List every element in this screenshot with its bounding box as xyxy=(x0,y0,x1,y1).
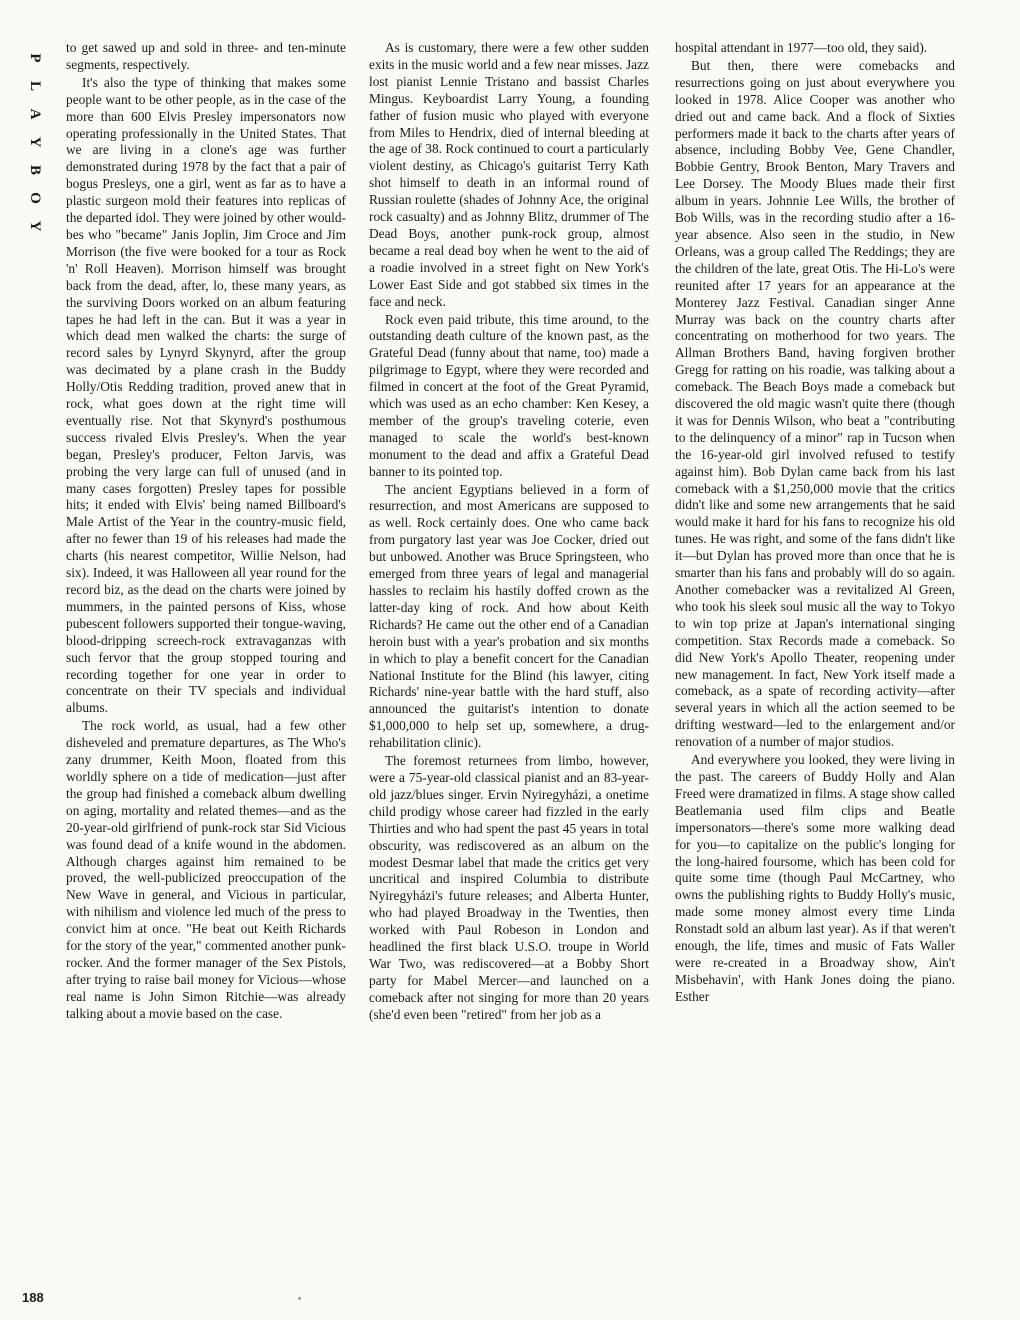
sidebar-letter: P xyxy=(27,53,43,63)
paragraph: The rock world, as usual, had a few other disheveled and premature departures, as The Who's zany drummer, Keith Moon, floated from this worldly sphere on a tide of medication—just after the group had finished a comeback album dwelling on aging, mortality and related themes—and as the 20-year-old girlfriend of punk-rock star Sid Vicious was found dead of a knife wound in the abdomen. Although charges against him remained to be proved, the well-publicized preoccupation of the New Wave in general, and Vicious in particular, with nihilism and violence led much of the press to convict him at once. "He beat out Keith Richards for the story of the year," commented another punk-rocker. And the former manager of the Sex Pistols, after trying to raise bail money for Vicious—whose real name is John Simon Ritchie—was already talking about a movie based on the case. xyxy=(66,718,346,1021)
paragraph: As is customary, there were a few other sudden exits in the music world and a few near misses. Jazz lost pianist Lennie Tristano and bassist Charles Mingus. Keyboardist Larry Young, a founding father of fusion music who played with everyone from Miles to Hendrix, died of internal bleeding at the age of 38. Rock continued to court a particularly violent destiny, as Chicago's guitarist Terry Kath shot himself to death in an informal round of Russian roulette (shades of Johnny Ace, the original rock casualty) and as Johnny Blitz, drummer of The Dead Boys, another punk-rock group, almost became a real dead boy when he went to the aid of a roadie involved in a street fight on New York's Lower East Side and got stabbed six times in the face and neck. xyxy=(369,40,649,309)
sidebar-letter: O xyxy=(27,192,43,204)
paragraph: to get sawed up and sold in three- and ten-minute segments, respectively. xyxy=(66,40,346,72)
sidebar-letter: L xyxy=(27,80,43,91)
paragraph: It's also the type of thinking that makes some people want to be other people, as in the case of the more than 600 Elvis Presley impersonators now operating professionally in the United States. That we are living in a clone's age was further demonstrated during 1978 by the fact that a pair of bogus Presleys, one a girl, went as far as to have a plastic surgeon mold their features into replicas of the departed idol. They were joined by other would-bes who "became" Janis Joplin, Jim Croce and Jim Morrison (the five were booked for a tour as Rock 'n' Roll Heaven). Morrison himself was brought back from the dead, after, lo, these many years, as the surviving Doors worked on an album featuring tapes he had left in the can. But it was a year in which dead men walked the charts: the surge of record sales by Lynyrd Skynyrd, after the group was decimated by a plane crash in the Buddy Holly/Otis Redding tradition, proved anew that in rock, what goes down at the right time will eventually rise. Not that Skynyrd's posthumous success rivaled Elvis Presley's. When the year began, Presley's producer, Felton Jarvis, was probing the very large can full of unused (and in many cases forgotten) Presley tapes for possible hits; it ended with Elvis' being named Billboard's Male Artist of the Year in the country-music field, after no fewer than 19 of his releases had made the charts (his nearest competitor, Willie Nelson, had six). Indeed, it was Halloween all year round for the record biz, as the dead on the charts were joined by mummers, in the painted persons of Kiss, whose pubescent followers supported their tongue-waving, blood-dripping screech-rock extravaganzas with such fervor that the group stopped touring and recording together for one year in order to concentrate on their TV specials and individual albums. xyxy=(66,74,346,716)
scan-mark xyxy=(298,1297,301,1300)
sidebar-letter: A xyxy=(27,108,43,120)
text-column-3 xyxy=(675,40,955,1006)
paragraph: The ancient Egyptians believed in a form of resurrection, and most Americans are supposed to as well. Rock certainly does. One who came back from purgatory last year was Joe Cocker, dried out but unbowed. Another was Bruce Springsteen, who emerged from three years of legal and managerial hassles to reclaim his hastily doffed crown as the latter-day king of rock. And how about Keith Richards? He came out the other end of a Canadian heroin bust with a year's probation and six months in which to play a benefit concert for the Canadian National Institute for the Blind (his lawyer, citing Richards' nine-year battle with the hard stuff, also announced the guitarist's intention to donate $1,000,000 to help set up, somewhere, a drug-rehabilitation clinic). xyxy=(369,481,649,751)
paragraph: Rock even paid tribute, this time around, to the outstanding death culture of the known past, as the Grateful Dead (funny about that name, too) made a pilgrimage to Egypt, where they were recorded and filmed in concert at the foot of the Great Pyramid, which was used as an echo chamber: Ken Kesey, a member of the group's traveling coterie, even managed to scale the world's best-known monument to the dead and affix a Grateful Dead banner to its pointed top. xyxy=(369,311,649,479)
paragraph: And everywhere you looked, they were living in the past. The careers of Buddy Holly and Alan Freed were dramatized in films. A stage show called Beatlemania used film clips and Beatle impersonators—there's some more walking dead for you—to capitalize on the public's longing for the long-haired foursome, which has been cold for quite some time (though Paul McCartney, who owns the publishing rights to Buddy Holly's music, made some money almost every time Linda Ronstadt sold an album last year). As if that weren't enough, the life, times and music of Fats Waller were re-created in a Broadway show, Ain't Misbehavin', with Hank Jones doing the piano. Esther xyxy=(675,752,955,1004)
magazine-name-vertical xyxy=(22,44,48,240)
text-column-1 xyxy=(66,40,346,1023)
paragraph: But then, there were comebacks and resurrections going on just about everywhere you looked in 1978. Alice Cooper was another who dried out and came back. And a flock of Sixties performers made it back to the charts after years of absence, including Bobby Vee, Gene Chandler, Bobbie Gentry, Brook Benton, Mary Travers and Lee Dorsey. The Moody Blues made their first album in years. Johnnie Lee Wills, the brother of Bob Wills, was in the recording studio after a 16-year absence. Also seen in the studio, in New Orleans, was a group called The Reddings; they are the children of the late, great Otis. The Hi-Lo's were reunited after 17 years for an appearance at the Monterey Jazz Festival. Canadian singer Anne Murray was back on the country charts after concentrating on motherhood for two years. The Allman Brothers Band, having forgiven brother Gregg for ratting on his roadie, was talking about a comeback. The Beach Boys made a comeback but discovered the old magic wasn't quite there (though it was for Dennis Wilson, who beat a "contributing to the delinquency of a minor" rap in Tucson when the 16-year-old girl involved refused to testify against him). Bob Dylan came back from his last comeback with a $1,250,000 movie that the critics didn't like and some new arrangements that he said would make it hard for his fans to recognize his old tunes. He was right, and some of the fans didn't like it—but Dylan has proved more than once that he is smarter than his fans and probably will do so again. Another comebacker was a revitalized Al Green, who took his sleek soul music all the way to Tokyo to win top prize at Japan's international singing competition. Stax Records made a comeback. So did New York's Apollo Theater, reopening under new management. In fact, New York itself made a comeback, as a spate of recording activity—after several years in which all the action seemed to be drifting westward—led to the enlargement and/or renovation of a number of major studios. xyxy=(675,57,955,750)
sidebar-letter: B xyxy=(27,164,43,175)
page-number: 188 xyxy=(22,1290,44,1305)
sidebar-letter: Y xyxy=(27,136,43,148)
sidebar-letter: Y xyxy=(27,220,43,232)
paragraph: hospital attendant in 1977—too old, they said). xyxy=(675,40,928,55)
paragraph: The foremost returnees from limbo, however, were a 75-year-old classical pianist and an 83-year-old jazz/blues singer. Ervin Nyiregyházi, a onetime child prodigy whose career had fizzled in the early Thirties and who had spent the past 45 years in total obscurity, was rediscovered as an album on the modest Desmar label that made the critics get very uncritical and inspired Columbia to distribute Nyiregyházi's future releases; and Alberta Hunter, who had played Broadway in the Twenties, then worked with Paul Robeson in London and headlined the first black U.S.O. troupe in World War Two, was rediscovered—at a Bobby Short party for Mabel Mercer—and launched on a comeback after not singing for more than 20 years (she'd even been "retired" from her job as a xyxy=(369,753,649,1022)
text-column-2 xyxy=(369,40,649,1024)
